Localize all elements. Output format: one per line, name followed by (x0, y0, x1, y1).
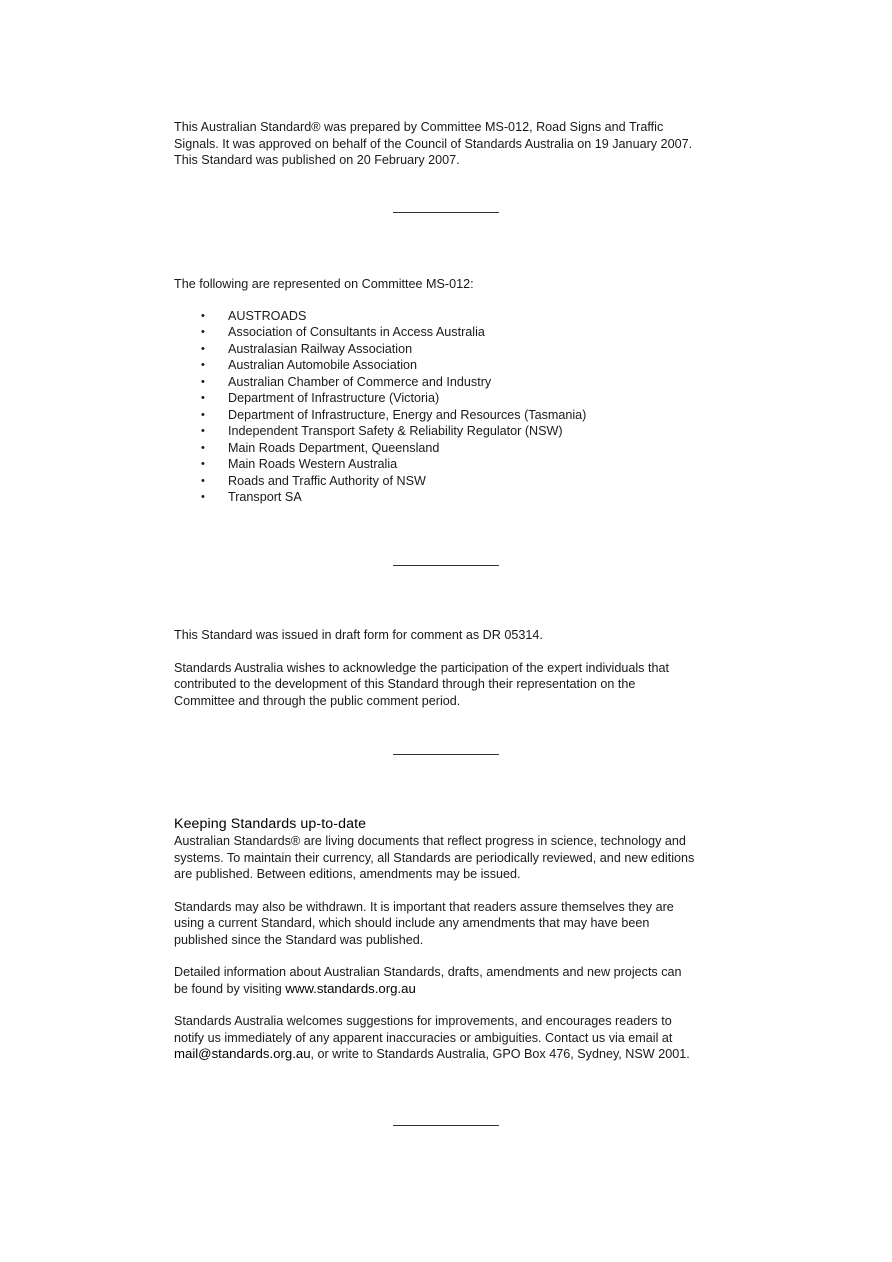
bullet-icon: • (201, 309, 205, 322)
member-name: Roads and Traffic Authority of NSW (228, 473, 426, 488)
list-item (174, 407, 734, 424)
list-item (174, 390, 734, 407)
paragraph-text: be found by visiting (174, 981, 286, 996)
paragraph-line: are published. Between editions, amendments may be issued. (174, 867, 521, 881)
member-name: Independent Transport Safety & Reliability Regulator (NSW) (228, 424, 563, 438)
approval-paragraph (174, 119, 734, 169)
paragraph-line: Standards may also be withdrawn. It is important that readers assure themselves they are (174, 899, 674, 914)
section-divider-3 (393, 754, 499, 755)
bullet-icon: • (201, 392, 205, 404)
draft-issued-text: This Standard was issued in draft form for comment as DR 05314. (174, 628, 543, 642)
email-link[interactable]: mail@standards.org.au (174, 1046, 311, 1061)
paragraph-line: systems. To maintain their currency, all Standards are periodically reviewed, and new editions (174, 850, 695, 865)
paragraph-text: , or write to Standards Australia, GPO Box 476, Sydney, NSW 2001. (310, 1047, 690, 1061)
paragraph-line: notify us immediately of any apparent inaccuracies or ambiguities. Contact us via email at (174, 1030, 673, 1045)
approval-line-2: Signals. It was approved on behalf of the Council of Standards Australia on 19 January 2007. (174, 136, 693, 151)
member-name: Main Roads Western Australia (228, 457, 398, 471)
list-item (174, 308, 734, 325)
paragraph-line (174, 1046, 734, 1063)
acknowledgement-line-3: Committee and through the public comment period. (174, 693, 461, 708)
uptodate-paragraph-1 (174, 833, 734, 883)
list-item (174, 341, 734, 358)
member-name: Australian Automobile Association (228, 358, 418, 372)
approval-line-1: This Australian Standard® was prepared by Committee MS-012, Road Signs and Traffic (174, 120, 664, 134)
paragraph-line (174, 981, 734, 998)
list-item (174, 324, 734, 341)
uptodate-paragraph-4 (174, 1013, 734, 1063)
committee-lead: The following are represented on Committee MS-012: (174, 277, 474, 291)
list-item (174, 440, 734, 457)
committee-section (174, 276, 734, 506)
member-name: Department of Infrastructure (Victoria) (228, 391, 440, 405)
bullet-icon: • (201, 425, 205, 437)
committee-member-list (174, 308, 734, 506)
bullet-icon: • (201, 326, 205, 338)
list-item (174, 357, 734, 374)
list-item (174, 423, 734, 440)
bullet-icon: • (201, 458, 205, 470)
member-name: Australasian Railway Association (228, 341, 413, 356)
paragraph-line: Detailed information about Australian Standards, drafts, amendments and new projects can (174, 965, 682, 979)
member-name: AUSTROADS (228, 308, 307, 323)
section-divider-2 (393, 565, 499, 566)
list-item (174, 456, 734, 473)
uptodate-paragraph-2 (174, 899, 734, 949)
bullet-icon: • (201, 474, 205, 487)
list-item (174, 473, 734, 490)
paragraph-line: published since the Standard was published. (174, 932, 424, 947)
section-divider-4 (393, 1125, 499, 1126)
uptodate-paragraph-3 (174, 964, 734, 997)
bullet-icon: • (201, 408, 205, 421)
list-item (174, 374, 734, 391)
draft-section (174, 627, 734, 709)
publication-line: This Standard was published on 20 February 2007. (174, 153, 460, 167)
bullet-icon: • (201, 441, 205, 454)
member-name: Association of Consultants in Access Australia (228, 325, 485, 339)
section-heading: Keeping Standards up-to-date (174, 816, 367, 832)
paragraph-line: using a current Standard, which should include any amendments that may have been (174, 916, 650, 930)
acknowledgement-paragraph (174, 660, 734, 710)
uptodate-section (174, 816, 734, 1063)
member-name: Transport SA (228, 490, 302, 504)
acknowledgement-line-2: contributed to the development of this Standard through their representation on the (174, 677, 636, 691)
bullet-icon: • (201, 342, 205, 355)
bullet-icon: • (201, 491, 205, 503)
bullet-icon: • (201, 359, 205, 371)
website-link[interactable]: www.standards.org.au (285, 980, 416, 996)
list-item (174, 489, 734, 506)
bullet-icon: • (201, 375, 205, 388)
paragraph-line: Standards Australia welcomes suggestions for improvements, and encourages readers to (174, 1014, 672, 1028)
paragraph-line: Australian Standards® are living documents that reflect progress in science, technology and (174, 834, 686, 848)
section-divider-1 (393, 212, 499, 213)
member-name: Department of Infrastructure, Energy and Resources (Tasmania) (228, 407, 587, 422)
member-name: Australian Chamber of Commerce and Industry (228, 374, 492, 389)
member-name: Main Roads Department, Queensland (228, 440, 440, 455)
acknowledgement-line-1: Standards Australia wishes to acknowledge the participation of the expert individuals that (174, 660, 669, 675)
